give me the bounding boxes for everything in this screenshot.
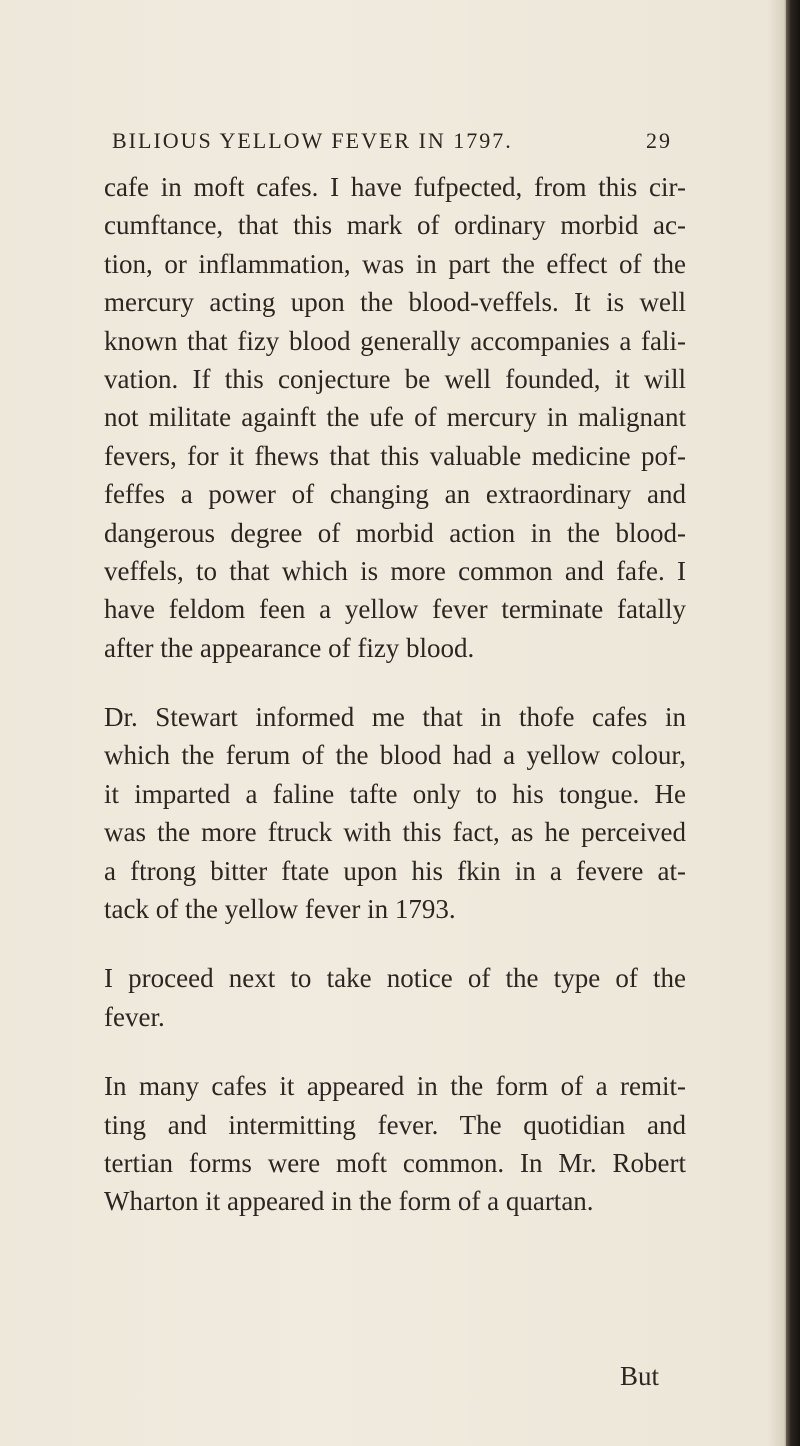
paragraph — [104, 168, 686, 667]
text-line: a ftrong bitter ftate upon his fkin in a fevere at- — [104, 855, 686, 886]
text-line: it imparted a faline tafte only to his tongue. He — [104, 778, 686, 809]
text-line: fever. — [104, 1001, 165, 1032]
text-line: known that fizy blood generally accompanies a fali- — [104, 325, 686, 356]
text-line: tertian forms were moft common. In Mr. Robert — [104, 1147, 686, 1178]
text-line: I proceed next to take notice of the type of the — [104, 963, 686, 994]
page-number: 29 — [646, 128, 672, 153]
text-line: was the more ftruck with this fact, as he perceived — [104, 817, 686, 848]
catchword: But — [620, 1361, 660, 1391]
text-line: Dr. Stewart informed me that in thofe cafes in — [104, 702, 686, 733]
text-line: vation. If this conjecture be well founded, it will — [104, 363, 686, 394]
text-line: cafe in moft cafes. I have fufpected, from this cir- — [104, 172, 686, 202]
text-line: after the appearance of fizy blood. — [104, 632, 475, 663]
text-line: dangerous degree of morbid action in the blood- — [104, 517, 686, 548]
book-spine-edge — [786, 0, 800, 1446]
paragraph — [104, 1067, 686, 1221]
text-line: not militate againft the ufe of mercury in malignant — [104, 402, 686, 433]
paragraph — [104, 698, 686, 928]
text-line: which the ferum of the blood had a yellow colour, — [104, 740, 686, 771]
body-text — [104, 168, 686, 1221]
text-line: tion, or inflammation, was in part the effect of the — [104, 248, 686, 279]
running-title: BILIOUS YELLOW FEVER IN 1797. — [112, 128, 513, 153]
text-line: cumftance, that this mark of ordinary morbid ac- — [104, 210, 686, 241]
text-line: have feldom feen a yellow fever terminate fatally — [104, 594, 686, 625]
text-line: tack of the yellow fever in 1793. — [104, 894, 456, 925]
text-line: ting and intermitting fever. The quotidian and — [104, 1109, 686, 1140]
text-line: In many cafes it appeared in the form of a remit- — [104, 1071, 686, 1102]
paragraph — [104, 959, 686, 1036]
text-line: Wharton it appeared in the form of a quartan. — [104, 1186, 594, 1217]
text-line: mercury acting upon the blood-veffels. It is well — [104, 287, 686, 318]
running-header — [112, 128, 672, 162]
text-line: fevers, for it fhews that this valuable medicine pof- — [104, 440, 686, 471]
text-line: feffes a power of changing an extraordinary and — [104, 479, 686, 510]
text-line: veffels, to that which is more common and fafe. I — [104, 555, 686, 586]
